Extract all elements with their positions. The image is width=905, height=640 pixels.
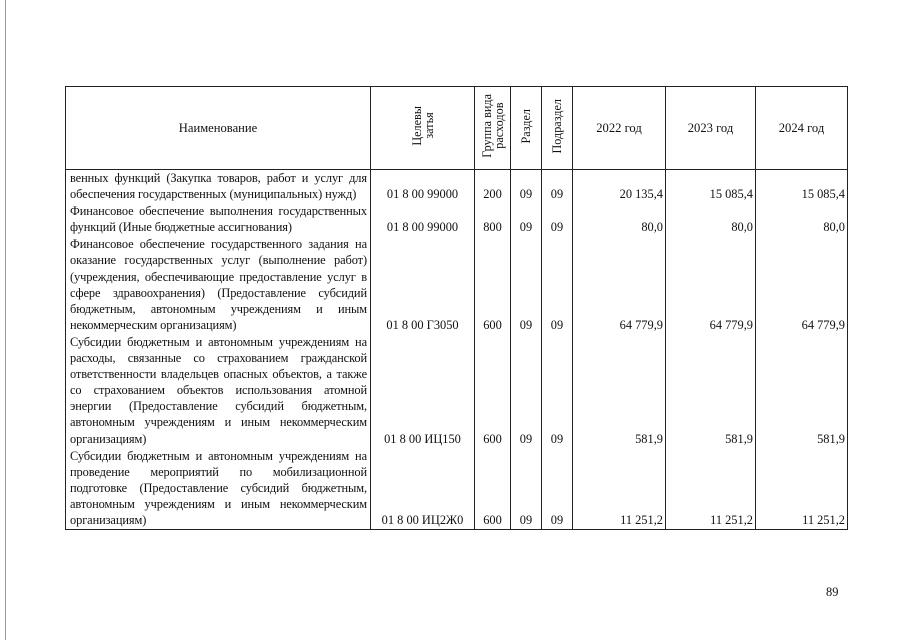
row-year-2024: 11 251,2 [756, 448, 848, 530]
row-name: Субсидии бюджетным и автономным учреждениям на проведение мероприятий по мобилизационной подготовке (Предоставление субсидий бюджетным, автономным учреждениям и иным некоммерческим организациям) [66, 448, 371, 530]
row-year-2022: 80,0 [573, 203, 666, 236]
row-year-2023: 15 085,4 [666, 170, 756, 204]
table-row [66, 203, 848, 236]
row-expense-group: 200 [475, 170, 511, 204]
row-expense-group: 600 [475, 334, 511, 448]
row-year-2022: 64 779,9 [573, 236, 666, 334]
row-name: Финансовое обеспечение выполнения государственных функций (Иные бюджетные ассигнования) [66, 203, 371, 236]
row-name: Финансовое обеспечение государственного задания на оказание государственных услуг (выполнение работ) (учреждения, обеспечивающие предоставление услуг в сфере здравоохранения) (Предоставление субсидий бюджетным, автономным учреждениям и иным некоммерческим организациям) [66, 236, 371, 334]
header-section [511, 87, 542, 170]
row-name: венных функций (Закупка товаров, работ и услуг для обеспечения государственных (муниципальных) нужд) [66, 170, 371, 204]
row-section: 09 [511, 334, 542, 448]
row-subsection: 09 [542, 448, 573, 530]
header-name: Наименование [66, 87, 371, 170]
header-year-2022: 2022 год [573, 87, 666, 170]
table-row [66, 334, 848, 448]
row-expense-group: 600 [475, 448, 511, 530]
row-target-article: 01 8 00 99000 [371, 203, 475, 236]
row-year-2023: 64 779,9 [666, 236, 756, 334]
row-subsection: 09 [542, 170, 573, 204]
header-subsection [542, 87, 573, 170]
header-year-2024: 2024 год [756, 87, 848, 170]
row-year-2023: 80,0 [666, 203, 756, 236]
header-expense-group-text: Группа вида расходов [479, 94, 506, 158]
page-edge-line [5, 0, 6, 640]
row-target-article: 01 8 00 ИЦ150 [371, 334, 475, 448]
row-subsection: 09 [542, 334, 573, 448]
row-year-2024: 64 779,9 [756, 236, 848, 334]
row-year-2022: 11 251,2 [573, 448, 666, 530]
header-row [66, 87, 848, 170]
row-section: 09 [511, 448, 542, 530]
table-row [66, 170, 848, 204]
header-target-article-text: Целевы затья [409, 106, 436, 146]
header-target-article [371, 87, 475, 170]
header-section-text: Раздел [519, 108, 533, 144]
page-number: 89 [826, 585, 839, 599]
row-expense-group: 800 [475, 203, 511, 236]
row-section: 09 [511, 170, 542, 204]
header-year-2023: 2023 год [666, 87, 756, 170]
row-target-article: 01 8 00 Г3050 [371, 236, 475, 334]
row-name: Субсидии бюджетным и автономным учреждениям на расходы, связанные со страхованием гражданской ответственности владельцев опасных объектов, а также со страхованием объектов использования атомной энергии (Предоставление субсидий бюджетным, автономным учреждениям и иным некоммерческим организациям) [66, 334, 371, 448]
row-target-article: 01 8 00 ИЦ2Ж0 [371, 448, 475, 530]
row-subsection: 09 [542, 203, 573, 236]
row-expense-group: 600 [475, 236, 511, 334]
row-section: 09 [511, 236, 542, 334]
budget-table [65, 86, 848, 530]
table-row [66, 236, 848, 334]
header-subsection-text: Подраздел [550, 98, 564, 154]
row-year-2024: 581,9 [756, 334, 848, 448]
table-row [66, 448, 848, 530]
row-year-2022: 20 135,4 [573, 170, 666, 204]
row-target-article: 01 8 00 99000 [371, 170, 475, 204]
row-subsection: 09 [542, 236, 573, 334]
row-year-2024: 15 085,4 [756, 170, 848, 204]
row-section: 09 [511, 203, 542, 236]
row-year-2024: 80,0 [756, 203, 848, 236]
header-expense-group [475, 87, 511, 170]
row-year-2023: 11 251,2 [666, 448, 756, 530]
row-year-2023: 581,9 [666, 334, 756, 448]
row-year-2022: 581,9 [573, 334, 666, 448]
